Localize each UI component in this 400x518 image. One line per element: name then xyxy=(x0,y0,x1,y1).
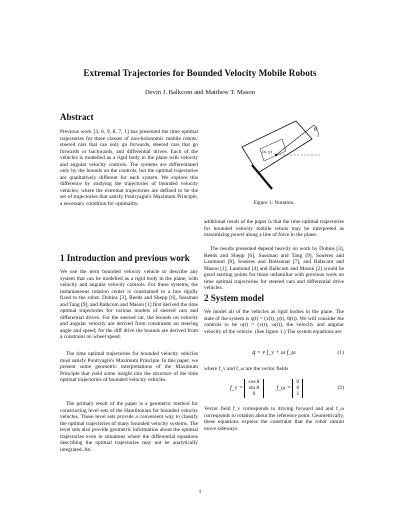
notation-figure xyxy=(224,117,324,201)
fv-matrix: cos θ sin θ 0 xyxy=(244,379,263,398)
section1-heading: 1 Introduction and previous work xyxy=(60,253,190,263)
section1-paragraph-2: The time optimal trajectories for bounded velocity vehicles must satisfy Pontryagin's Maximum Principle. In this paper, we present some geometric interpretations of the Maximum Principle that yield some insight into the structure of the time optimal trajectories of bounded velocity vehicles. xyxy=(60,351,198,384)
equation-1-number: (1) xyxy=(337,350,344,356)
equation-1 xyxy=(204,350,344,356)
section2-heading: 2 System model xyxy=(204,293,264,303)
figure-caption: Figure 1: Notation. xyxy=(253,200,295,206)
section1-paragraph-3: The primary result of the paper is a geometric method for constructing level sets of the Hamiltonian for bounded velocity vehicles. These level sets provide a convenient way to classify the optimal trajectories of many bounded velocity systems. The level sets also provide geometric information about the optimal trajectories even in situations where the differential equations describing the optimal trajectories may not be analytically integrated. An xyxy=(60,401,198,453)
paper-authors: Devin J. Balkcom and Matthew T. Mason xyxy=(144,89,255,96)
section1-paragraph-1: We use the term bounded velocity vehicle to describe any system that can be modelled as a rigid body in the plane, with velocity and angular velocity controls. For these systems, the instantaneous rotation center is constrained to a line rigidly fixed to the robot. Dubins [3], Reeds and Shepp [6], Sussman and Tang [9], and Balkcom and Mason [1] first derived the time optimal trajectories for various models of steered cars and differential drives. For the steered car, the bounds on velocity and angular velocity are derived from constraints on steering angle and speed; for the diff drive the bounds are derived from a constraint on wheel speed. xyxy=(60,269,198,341)
equation-2 xyxy=(204,378,344,400)
reference-point xyxy=(275,154,277,156)
xy-label: (x, y) xyxy=(262,149,272,154)
right-paragraph-2: The results presented depend heavily on work by Dubins [3], Reeds and Shepp [6], Sussman and Tang [9], Souères and Laumond [8], Souères and Boissonat [7], and Balkcom and Mason [1]. Laumond [4] and Balkcom and Mason [2] would be good starting points for those unfamiliar with previous work on time optimal trajectories for steered cars and differential drive vehicles. xyxy=(204,246,344,292)
abstract-text: Previous work [3, 6, 9, 8, 7, 1] has presented the time optimal trajectories for three classes of non-holonomic mobile robots: steered cars that can only go forwards, steered cars that go forwards or backwards, and differential drives. Each of the vehicles is modelled as a rigid body in the plane with velocity and angular velocity controls. The systems are differentiated only by the bounds on the controls, but the optimal trajectories are qualitatively different for each system. We explore this difference by studying the trajectories of bounded velocity vehicles, where the extremal trajectories are defined to be the set of trajectories that satisfy Pontryagin's Maximum Principle, a necessary condition for optimality. xyxy=(60,129,198,208)
robot-diagram xyxy=(224,117,324,201)
theta-label: θ xyxy=(314,127,317,133)
heading-line xyxy=(276,125,314,155)
section2-paragraph-2: Vector field f_v corresponds to driving forward and and f_ω corresponds to rotation about the reference point. Geometrically, these equations express the constraint that the robot cannot move sideways. xyxy=(204,406,344,432)
fv-label: f_v = xyxy=(230,385,243,392)
abstract-heading: Abstract xyxy=(60,112,94,122)
page-number: 1 xyxy=(198,489,202,495)
equation-2-number: (2) xyxy=(337,385,344,391)
paper-title: Extremal Trajectories for Bounded Velocity Mobile Robots xyxy=(83,68,317,78)
where-text: where f_v and f_ω are the vector fields xyxy=(204,366,289,372)
wheel-left-icon xyxy=(252,165,272,189)
fw-label: f_ω = xyxy=(276,385,291,392)
equation-1-body: q̇ = v f_v + ω f_ω xyxy=(252,350,296,356)
right-paragraph-1: additional result of the paper is that the time optimal trajectories for bounded velocity mobile robots may be interpreted as maximizing power along a line of force in the plane. xyxy=(204,219,344,239)
fw-matrix: 0 0 1 xyxy=(292,379,303,398)
section2-paragraph-1: We model all of the vehicles as rigid bodies in the plane. The state of the system is q(t) = (x(t), y(t), θ(t)). We will consider the controls to be u(t) = (v(t), ω(t)), the velocity and angular velocity of the vehicle. (See figure 1.) The system equations are xyxy=(204,309,344,335)
